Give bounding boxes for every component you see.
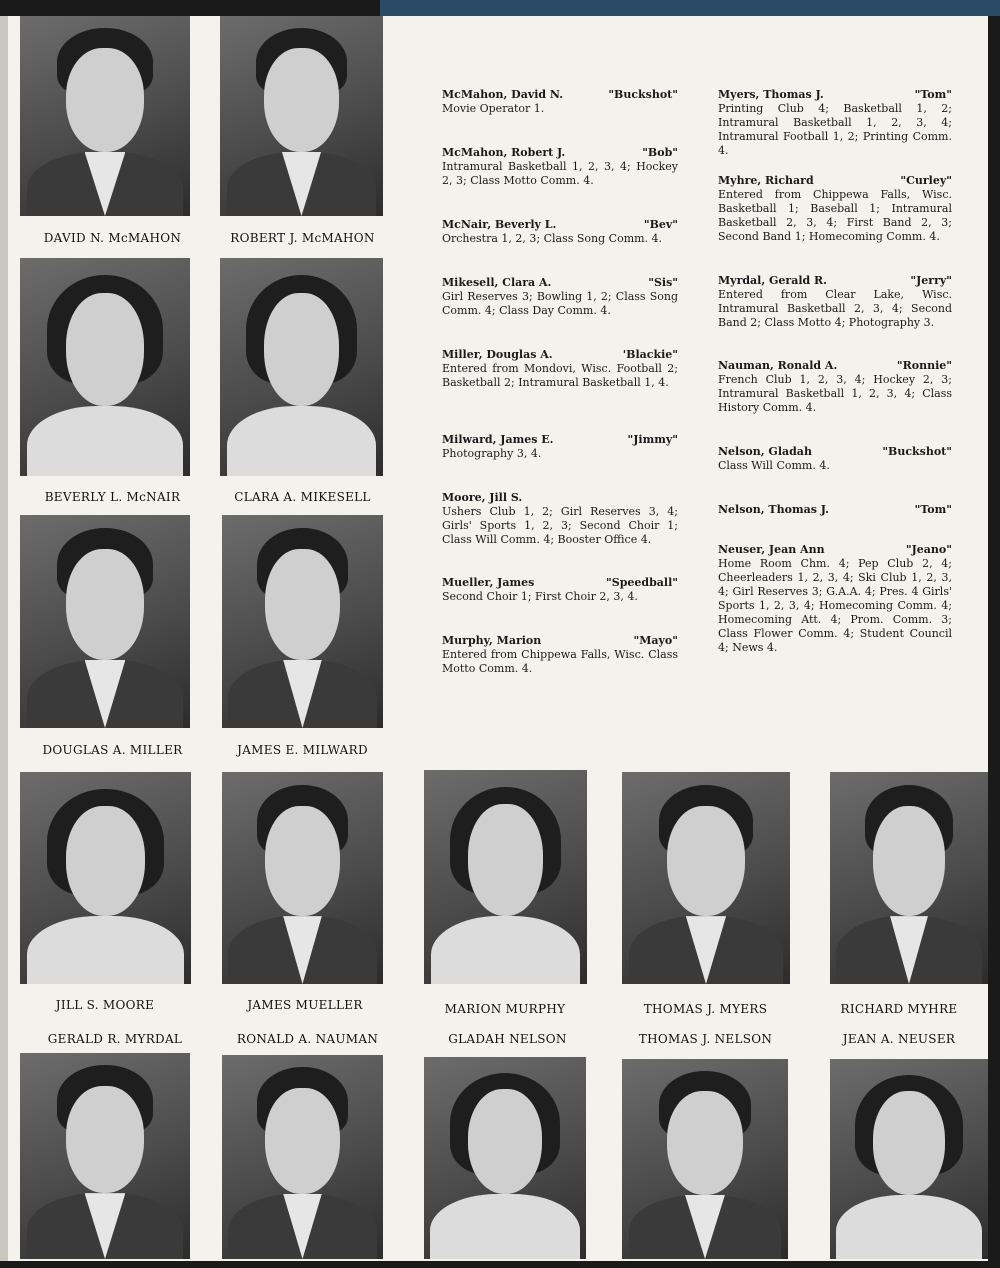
entry-activities: Second Choir 1; First Choir 2, 3, 4. (442, 590, 638, 603)
portrait-photo (830, 772, 988, 984)
photo-caption: THOMAS J. MYERS (643, 1002, 768, 1016)
entry-activities: Printing Club 4; Basketball 1, 2; Intramural Basketball 1, 2, 3, 4; Intramural Football 1, 2; Printing Comm. 4. (718, 102, 952, 157)
senior-entry (718, 174, 952, 244)
entry-name: Nelson, Thomas J. (718, 503, 829, 516)
senior-entry (718, 503, 952, 517)
entry-activities: French Club 1, 2, 3, 4; Hockey 2, 3; Intramural Basketball 1, 2, 3, 4; Class History Comm. 4. (718, 373, 952, 414)
entry-nickname: "Jeano" (905, 543, 952, 556)
page-spine (0, 16, 8, 1261)
portrait-photo (20, 515, 190, 728)
photo-caption: ROBERT J. McMAHON (230, 231, 375, 245)
entry-name: Nelson, Gladah (718, 445, 812, 458)
entry-activities: Entered from Chippewa Falls, Wisc. Class Motto Comm. 4. (442, 648, 678, 675)
entry-name: Neuser, Jean Ann (718, 543, 825, 556)
portrait-photo (622, 1059, 788, 1259)
portrait-photo (222, 515, 383, 728)
entry-name: Mueller, James (442, 576, 535, 589)
entry-activities: Entered from Clear Lake, Wisc. Intramural Basketball 2, 3, 4; Second Band 2; Class Motto 4; Photography 3. (718, 288, 952, 329)
photo-caption: BEVERLY L. McNAIR (44, 490, 181, 504)
photo-caption: GERALD R. MYRDAL (47, 1032, 183, 1046)
portrait-photo (20, 258, 190, 476)
photo-caption: JILL S. MOORE (55, 998, 155, 1012)
entry-name: Milward, James E. (442, 433, 554, 446)
entry-name: McMahon, Robert J. (442, 146, 566, 159)
photo-caption: JAMES MUELLER (247, 998, 363, 1012)
entry-activities: Intramural Basketball 1, 2, 3, 4; Hockey 2, 3; Class Motto Comm. 4. (442, 160, 678, 187)
entry-activities: Photography 3, 4. (442, 447, 542, 460)
photo-caption: THOMAS J. NELSON (638, 1032, 773, 1046)
senior-entry (442, 433, 678, 461)
entry-nickname: "Tom" (914, 503, 952, 516)
senior-entry (718, 88, 952, 158)
entry-name: Nauman, Ronald A. (718, 359, 838, 372)
portrait-photo (20, 16, 190, 216)
entry-name: Murphy, Marion (442, 634, 542, 647)
senior-entry (442, 348, 678, 390)
entry-nickname: "Speedball" (606, 576, 678, 589)
photo-caption: DOUGLAS A. MILLER (42, 743, 183, 757)
photo-caption: DAVID N. McMAHON (43, 231, 182, 245)
entry-activities: Girl Reserves 3; Bowling 1, 2; Class Song Comm. 4; Class Day Comm. 4. (442, 290, 678, 317)
portrait-photo (830, 1059, 988, 1259)
entry-name: Myers, Thomas J. (718, 88, 824, 101)
senior-entry (718, 274, 952, 330)
portrait-photo (20, 1053, 190, 1259)
entry-nickname: "Buckshot" (608, 88, 678, 101)
entry-activities: Class Will Comm. 4. (718, 459, 830, 472)
entry-name: Mikesell, Clara A. (442, 276, 552, 289)
entry-nickname: "Jimmy" (627, 433, 678, 446)
senior-entry (442, 88, 678, 116)
photo-caption: JAMES E. MILWARD (237, 743, 368, 757)
entry-name: Moore, Jill S. (442, 491, 523, 504)
photo-caption: RONALD A. NAUMAN (236, 1032, 379, 1046)
senior-entry (442, 218, 678, 246)
senior-entry (442, 491, 678, 547)
entry-nickname: "Jerry" (910, 274, 952, 287)
senior-entry (442, 146, 678, 188)
entry-nickname: "Ronnie" (896, 359, 952, 372)
entry-name: Miller, Douglas A. (442, 348, 553, 361)
senior-entry (442, 276, 678, 318)
senior-entry (442, 634, 678, 676)
photo-caption: CLARA A. MIKESELL (234, 490, 371, 504)
photo-caption: JEAN A. NEUSER (842, 1032, 956, 1046)
portrait-photo (222, 772, 383, 984)
senior-entry (718, 359, 952, 415)
portrait-photo (222, 1055, 383, 1259)
photo-caption: GLADAH NELSON (448, 1032, 567, 1046)
portrait-photo (220, 258, 383, 476)
entry-name: McNair, Beverly L. (442, 218, 557, 231)
entry-nickname: "Bev" (643, 218, 678, 231)
senior-entry (718, 445, 952, 473)
entry-name: Myhre, Richard (718, 174, 814, 187)
entry-activities: Movie Operator 1. (442, 102, 545, 115)
portrait-photo (220, 16, 383, 216)
photo-caption: MARION MURPHY (444, 1002, 566, 1016)
entry-activities: Entered from Mondovi, Wisc. Football 2; Basketball 2; Intramural Basketball 1, 4. (442, 362, 678, 389)
entry-activities: Entered from Chippewa Falls, Wisc. Basketball 1; Baseball 1; Intramural Basketball 2, 3, 4; First Band 2, 3; Second Band 1; Homecoming Comm. 4. (718, 188, 952, 243)
portrait-photo (424, 770, 587, 984)
portrait-photo (20, 772, 191, 984)
photo-caption: RICHARD MYHRE (840, 1002, 958, 1016)
entry-nickname: "Sis" (648, 276, 678, 289)
background-edge (380, 0, 1000, 16)
entry-nickname: "Curley" (900, 174, 952, 187)
entry-nickname: "Bob" (642, 146, 678, 159)
entry-nickname: 'Blackie" (622, 348, 678, 361)
portrait-photo (424, 1057, 586, 1259)
entry-name: Myrdal, Gerald R. (718, 274, 828, 287)
entry-activities: Orchestra 1, 2, 3; Class Song Comm. 4. (442, 232, 663, 245)
entry-nickname: "Tom" (914, 88, 952, 101)
senior-entry (718, 543, 952, 655)
senior-entry (442, 576, 678, 604)
entry-activities: Home Room Chm. 4; Pep Club 2, 4; Cheerleaders 1, 2, 3, 4; Ski Club 1, 2, 3, 4; Girl Reserves 3; G.A.A. 4; Pres. 4 Girls' Sports 1, 2, 3, 4; Homecoming Comm. 4; Homecoming Att. 4; Prom. Comm. 3; Class Flower Comm. 4; Student Council 4; News 4. (718, 557, 952, 654)
entry-activities: Ushers Club 1, 2; Girl Reserves 3, 4; Girls' Sports 1, 2, 3; Second Choir 1; Class Will Comm. 4; Booster Office 4. (442, 505, 678, 546)
portrait-photo (622, 772, 790, 984)
entry-nickname: "Mayo" (633, 634, 678, 647)
entry-nickname: "Buckshot" (882, 445, 952, 458)
entry-name: McMahon, David N. (442, 88, 564, 101)
